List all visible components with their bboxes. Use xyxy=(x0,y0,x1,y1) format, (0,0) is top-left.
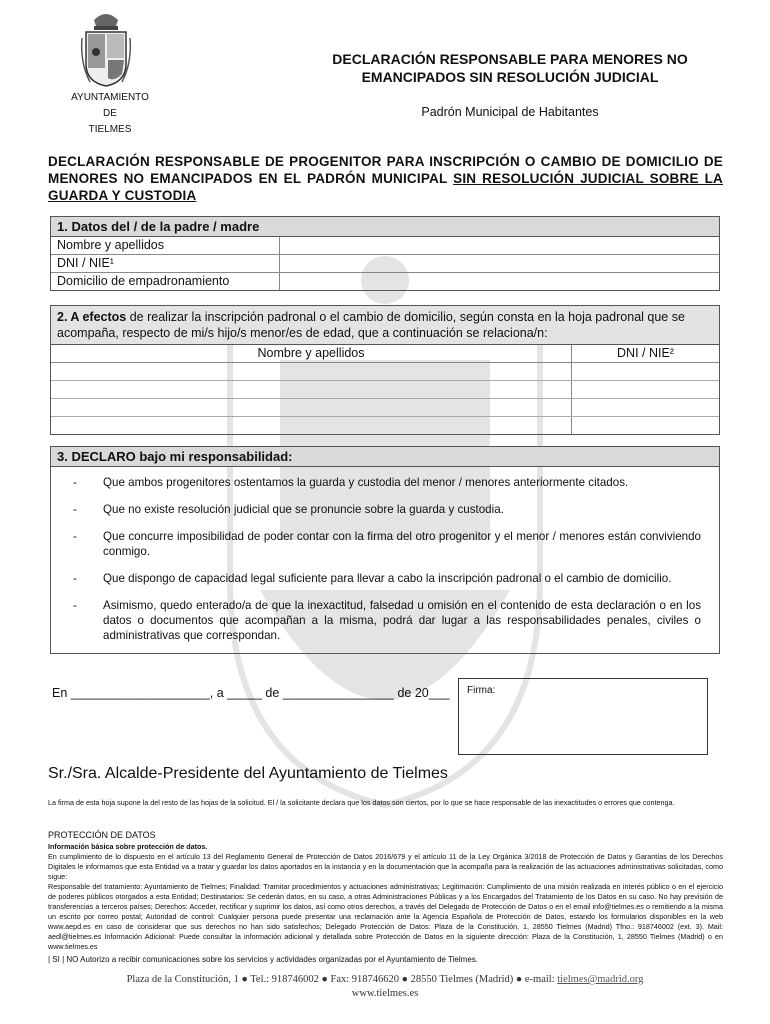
col-dni-header: DNI / NIE² xyxy=(617,346,674,360)
declaration-item: Que ambos progenitores ostentamos la guarda y custodia del menor / menores anteriormente citados. xyxy=(103,476,629,489)
minors-rows xyxy=(51,363,719,434)
list-item: - Que ambos progenitores ostentamos la guarda y custodia del menor / menores anteriormente citados. xyxy=(73,475,701,490)
list-item: - Asimismo, quedo enterado/a de que la inexactitud, falsedad u omisión en el contenido de esta declaración o en los datos o documentos que acompañan a la misma, podrá dar lugar a las responsabilidades penales, civiles o administrativas que correspondan. xyxy=(73,599,701,642)
table-row[interactable] xyxy=(51,363,719,381)
footer-email-link[interactable]: tielmes@madrid.org xyxy=(557,974,644,985)
section-1-title: 1. Datos del / de la padre / madre xyxy=(51,217,719,237)
signature-label: Firma: xyxy=(467,685,496,696)
section-declaration xyxy=(50,446,720,654)
minor-name-cell[interactable] xyxy=(51,381,572,398)
declaration-item: Que concurre imposibilidad de poder contar con la firma del otro progenitor y el menor / menores están conviviendo conmigo. xyxy=(103,530,701,558)
data-protection-p1: En cumplimiento de lo dispuesto en el artículo 13 del Reglamento General de Protección de Datos 2016/679 y el artículo 11 de la Ley Orgánica 3/2018 de Protección de Datos y Garantías de los Derechos Digitales le informamos que esta Entidad va a tratar y guardar los datos aportados en la instancia y en la documentación que la acompaña para la realización de las actuaciones administrativas solicitadas, como sigue: xyxy=(48,852,723,881)
data-protection-p2: Responsable del tratamiento: Ayuntamiento de Tielmes; Finalidad: Tramitar procedimientos y actuaciones administrativas; Legitimación: Cumplimiento de una misión realizada en interés público o en el ejercicio de poderes públicos otorgados a esta Entidad; Destinatarios: Se cederán datos, en su caso, a otras Administraciones Públicas y a los Encargados del Tratamiento de los Datos en su caso. No hay previsión de transferencias a terceros países; Derechos: Acceder, rectificar y suprimir los datos, así como otros derechos, a través del Delegado de Protección de Datos o en el email info@tielmes.es o remitiendo a la misma un escrito por correo postal; Autoridad de control: Cualquier persona puede presentar una reclamación ante la Agencia Española de Protección de Datos, estando los formularios disponibles en la web www.aepd.es en caso de considerar que sus derechos no han sido satisfechos; Delegado Protección de Datos: Plaza de la Constitución, 1, 28550 Tielmes (Madrid) Tfno.: 918746002 (ext. 3). Mail: aedl@tielmes.es Información Adicional: Puede consultar la información adicional y detallada sobre Protección de Datos en la siguiente dirección: Plaza de la Constitución, 1, 28550 Tielmes (Madrid) o en www.tielmes.es xyxy=(48,882,723,951)
main-heading-text: DECLARACIÓN RESPONSABLE DE PROGENITOR PARA INSCRIPCIÓN O CAMBIO DE DOMICILIO DE MENORES NO EMANCIPADOS EN EL PADRÓN MUNICIPAL xyxy=(48,154,723,186)
disclaimer: La firma de esta hoja supone la del resto de las hojas de la solicitud. El / la solicitante declara que los datos son ciertos, por lo que se hace responsable de las inexactitudes o errores que contenga. xyxy=(48,798,675,807)
minor-name-cell[interactable] xyxy=(51,417,572,434)
coat-of-arms-icon xyxy=(80,8,132,88)
section-2-lead: 2. A efectos xyxy=(57,310,127,324)
document-title xyxy=(260,50,760,86)
section-minors xyxy=(50,305,720,435)
data-protection-title: PROTECCIÓN DE DATOS xyxy=(48,830,156,840)
title-line-2: EMANCIPADOS SIN RESOLUCIÓN JUDICIAL xyxy=(361,69,659,85)
table-row[interactable] xyxy=(51,399,719,417)
footer-address: Plaza de la Constitución, 1 ● Tel.: 918746002 ● Fax: 918746620 ● 28550 Tielmes (Madrid) ● e-mail: xyxy=(126,974,558,985)
section-2-text: de realizar la inscripción padronal o el cambio de domicilio, según consta en la hoja padronal que se acompaña, respecto de mi/s hijo/s menor/es de edad, que a continuación se relaciona/n: xyxy=(57,310,685,340)
list-item: - Que concurre imposibilidad de poder contar con la firma del otro progenitor y el menor / menores están conviviendo conmigo. xyxy=(73,530,701,558)
row-label-nombre: Nombre y apellidos xyxy=(51,237,280,254)
org-line-2: DE xyxy=(103,108,117,119)
domicilio-field[interactable] xyxy=(280,273,719,290)
section-2-header xyxy=(51,345,719,363)
place-date-line[interactable]: En ____________________, a _____ de ________________ de 20___ xyxy=(52,686,450,700)
document-subtitle: Padrón Municipal de Habitantes xyxy=(421,105,599,119)
list-item: - Que dispongo de capacidad legal suficiente para llevar a cabo la inscripción padronal o el cambio de domicilio. xyxy=(73,571,701,586)
minor-name-cell[interactable] xyxy=(51,363,572,380)
footer xyxy=(0,973,770,1001)
section-2-intro xyxy=(51,306,719,345)
minor-name-cell[interactable] xyxy=(51,399,572,416)
declaration-item: Que dispongo de capacidad legal suficiente para llevar a cabo la inscripción padronal o el cambio de domicilio. xyxy=(103,572,672,585)
declaration-item: Que no existe resolución judicial que se pronuncie sobre la guarda y custodia. xyxy=(103,503,504,516)
section-3-title xyxy=(51,447,719,467)
footer-website[interactable]: www.tielmes.es xyxy=(351,988,419,999)
table-row xyxy=(51,272,719,290)
footer-line-1 xyxy=(0,973,770,987)
list-item: - Que no existe resolución judicial que se pronuncie sobre la guarda y custodia. xyxy=(73,502,701,517)
section-3-title-bold: 3. DECLARO xyxy=(57,449,136,464)
section-parent-data xyxy=(50,216,720,291)
dni-field[interactable] xyxy=(280,255,719,272)
section-3-title-rest: bajo mi responsabilidad: xyxy=(135,449,293,464)
declaration-item: Asimismo, quedo enterado/a de que la inexactitud, falsedad u omisión en el contenido de esta declaración o en los datos o documentos que acompañan a la misma, podrá dar lugar a las responsabilidades penales, civiles o administrativas que correspondan. xyxy=(103,599,701,642)
organization-name xyxy=(55,90,165,138)
table-row[interactable] xyxy=(51,417,719,434)
table-row xyxy=(51,237,719,254)
table-row[interactable] xyxy=(51,381,719,399)
nombre-field[interactable] xyxy=(280,237,719,254)
row-label-dni: DNI / NIE¹ xyxy=(51,255,280,272)
col-nombre-header: Nombre y apellidos xyxy=(51,345,572,362)
signature-box[interactable] xyxy=(458,678,708,755)
org-line-1: AYUNTAMIENTO xyxy=(71,92,149,103)
addressee: Sr./Sra. Alcalde-Presidente del Ayuntamiento de Tielmes xyxy=(48,765,448,782)
row-label-domicilio: Domicilio de empadronamiento xyxy=(51,273,280,290)
data-protection-basic-title: Información básica sobre protección de datos. xyxy=(48,842,208,851)
org-line-3: TIELMES xyxy=(88,124,132,135)
declaration-list xyxy=(51,475,719,643)
main-heading-underlined: SIN RESOLUCIÓN JUDICIAL SOBRE LA GUARDA Y CUSTODIA xyxy=(48,171,723,203)
table-row xyxy=(51,254,719,272)
section-1-rows xyxy=(51,237,719,290)
title-line-1: DECLARACIÓN RESPONSABLE PARA MENORES NO xyxy=(332,51,688,67)
consent-checkbox-line[interactable]: | SI | NO Autorizo a recibir comunicaciones sobre los servicios y actividades organizadas por el Ayuntamiento de Tielmes. xyxy=(48,955,478,964)
main-heading xyxy=(48,153,723,204)
